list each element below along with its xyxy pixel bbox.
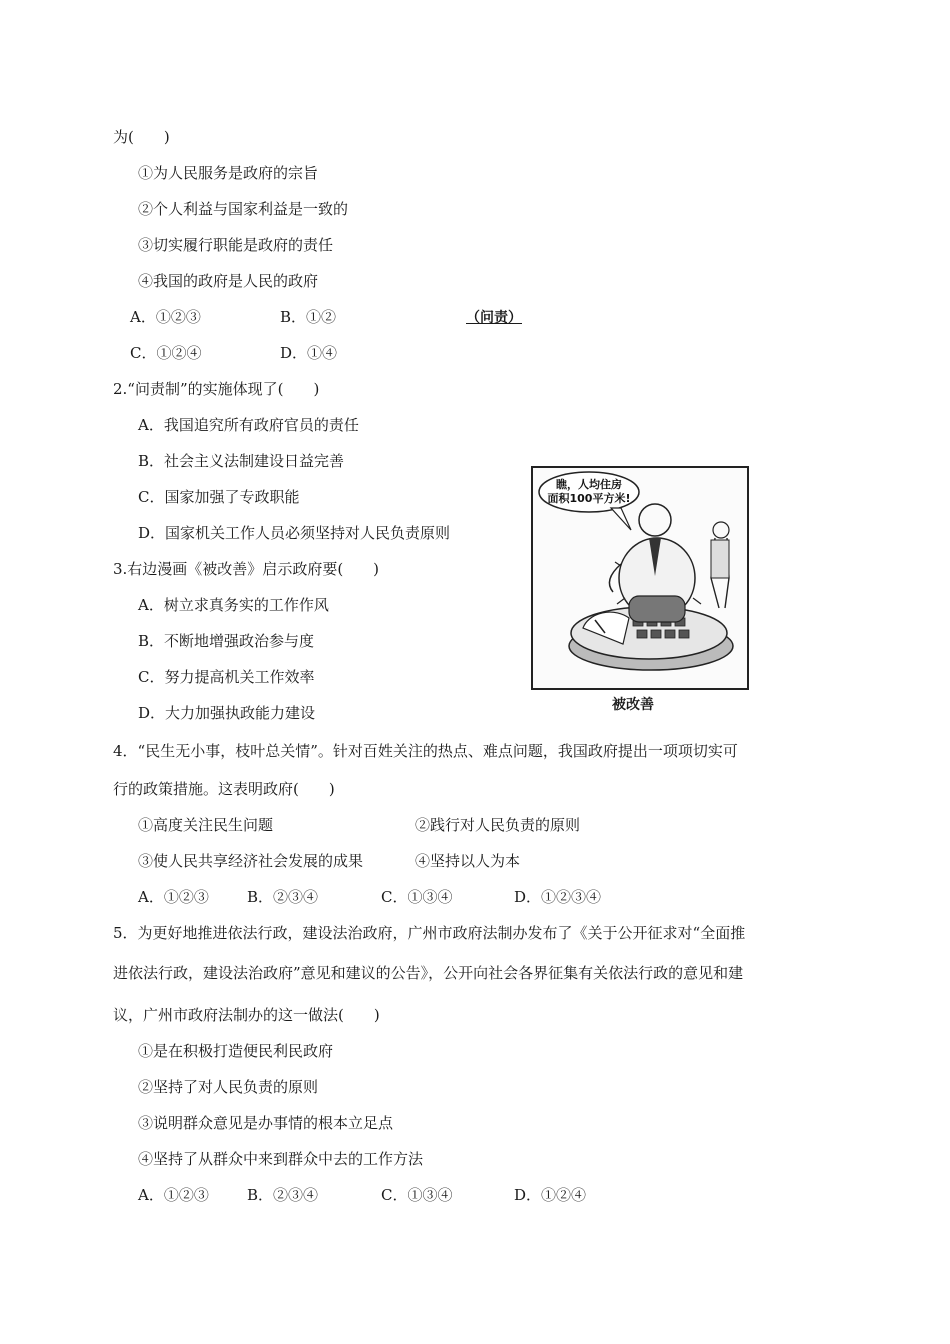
q3-option-a: A．树立求真务实的工作作风 — [138, 596, 329, 614]
q5-statement-1: ①是在积极打造便民利民政府 — [138, 1042, 334, 1060]
q1-option-c: C．①②④ — [130, 344, 202, 362]
q3-option-d: D．大力加强执政能力建设 — [138, 704, 316, 722]
q4-option-a: A．①②③ — [138, 888, 209, 906]
q5-option-c: C．①③④ — [381, 1186, 453, 1204]
cartoon-drawing — [533, 468, 747, 688]
q4-stem-line-2: 行的政策措施。这表明政府( ) — [113, 780, 335, 798]
q1-option-d: D．①④ — [280, 344, 338, 362]
q5-stem-line-3: 议，广州市政府法制办的这一做法( ) — [113, 1006, 380, 1024]
q4-option-c: C．①③④ — [381, 888, 453, 906]
q1-option-b: B．①② — [280, 308, 337, 326]
q2-stem: 2.“问责制”的实施体现了( ) — [113, 380, 320, 398]
thin-man-figure — [713, 522, 729, 538]
q5-option-a: A．①②③ — [138, 1186, 209, 1204]
q4-statement-4: ④坚持以人为本 — [415, 852, 521, 870]
q5-option-b: B．②③④ — [247, 1186, 319, 1204]
cartoon-caption: 被改善 — [612, 697, 654, 713]
q2-option-d: D．国家机关工作人员必须坚持对人民负责原则 — [138, 524, 451, 542]
q4-stem-line-1: 4．“民生无小事，枝叶总关情”。针对百姓关注的热点、难点问题，我国政府提出一项项切实可 — [113, 742, 738, 760]
q5-statement-3: ③说明群众意见是办事情的根本立足点 — [138, 1114, 394, 1132]
speech-bubble-line-1: 瞧，人均住房 — [556, 478, 622, 491]
speech-bubble-line-2: 面积100平方米! — [547, 492, 631, 505]
q2-option-c: C．国家加强了专政职能 — [138, 488, 300, 506]
q5-stem-line-1: 5．为更好地推进依法行政，建设法治政府，广州市政府法制办发布了《关于公开征求对“全面推 — [113, 924, 746, 942]
q1-statement-1: ①为人民服务是政府的宗旨 — [138, 164, 319, 182]
q1-statement-2: ②个人利益与国家利益是一致的 — [138, 200, 349, 218]
q4-option-b: B．②③④ — [247, 888, 319, 906]
q1-statement-4: ④我国的政府是人民的政府 — [138, 272, 319, 290]
q1-option-a: A．①②③ — [130, 308, 201, 326]
q5-statement-4: ④坚持了从群众中来到群众中去的工作方法 — [138, 1150, 424, 1168]
q4-statement-3: ③使人民共享经济社会发展的成果 — [138, 852, 364, 870]
q3-option-b: B．不断地增强政治参与度 — [138, 632, 315, 650]
q3-stem: 3.右边漫画《被改善》启示政府要( ) — [113, 560, 380, 578]
q1-figure-label: （问责） — [466, 310, 522, 326]
q4-option-d: D．①②③④ — [514, 888, 602, 906]
q5-stem-line-2: 进依法行政，建设法治政府”意见和建议的公告》，公开向社会各界征集有关依法行政的意见和建 — [113, 964, 744, 982]
q2-option-a: A．我国追究所有政府官员的责任 — [138, 416, 359, 434]
q5-statement-2: ②坚持了对人民负责的原则 — [138, 1078, 319, 1096]
q1-statement-3: ③切实履行职能是政府的责任 — [138, 236, 334, 254]
q4-statement-1: ①高度关注民生问题 — [138, 816, 274, 834]
q2-option-b: B．社会主义法制建设日益完善 — [138, 452, 345, 470]
q5-option-d: D．①②④ — [514, 1186, 587, 1204]
q1-stem-tail: 为( ) — [113, 128, 170, 146]
q3-option-c: C．努力提高机关工作效率 — [138, 668, 315, 686]
q4-statement-2: ②践行对人民负责的原则 — [415, 816, 581, 834]
cartoon-image — [531, 466, 749, 690]
